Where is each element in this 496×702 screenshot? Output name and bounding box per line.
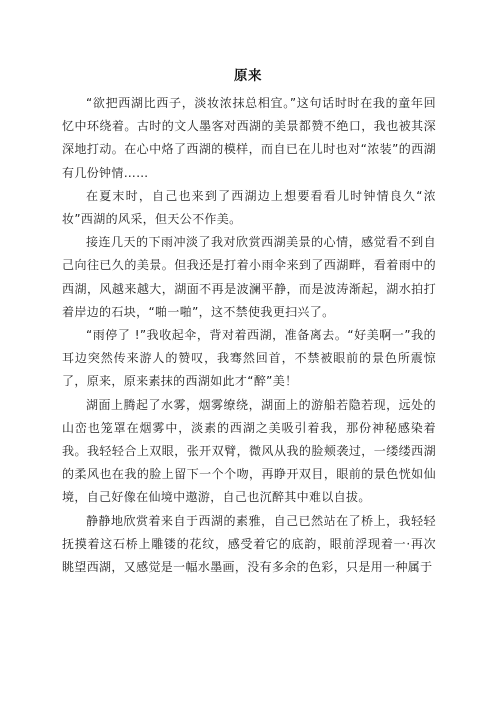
paragraph: 湖面上腾起了水雾，烟雾缭绕，湖面上的游船若隐若现，远处的山峦也笼罩在烟雾中，淡素的西湖之美吸引着我，那份神秘感染着我。我轻轻合上双眼，张开双臂，微风从我的脸颊袭过，一缕缕西湖的柔风也在我的脸上留下一个个吻，再睁开双目，眼前的景色恍如仙境，自己好像在仙境中遨游，自己也沉醉其中难以自拔。: [62, 397, 436, 505]
paragraph: 在夏末时，自己也来到了西湖边上想要看看儿时钟情良久“浓妆”西湖的风采，但天公不作美。: [62, 188, 436, 227]
paragraph: “雨停了 !”我收起伞，背对着西湖，准备离去。“好美啊一”我的耳边突然传来游人的赞叹，我骞然回首，不禁被眼前的景色所震惊了，原来，原来素抹的西湖如此才“醉”美！: [62, 328, 436, 389]
document-title: 原来: [234, 68, 262, 84]
document-body: [62, 92, 436, 579]
paragraph: “欲把西湖比西子，淡妆浓抹总相宜。”这句话时时在我的童年回忆中环绕着。古时的文人墨客对西湖的美景都赞不绝口，我也被其深深地打动。在心中烙了西湖的模样，而自已在儿时也对“浓装”的西湖有几份钟情……: [62, 96, 436, 180]
paragraph: 接连几天的下雨冲淡了我对欣赏西湖美景的心情，感觉看不到自己向往已久的美景。但我还是打着小雨伞来到了西湖畔，看着雨中的西湖，风越来越大，湖面不再是波澜平静，而是波涛渐起，湖水拍打着岸边的石块，“啪一啪”，这不禁使我更扫兴了。: [62, 235, 436, 319]
paragraph: 静静地欣赏着来自于西湖的素雅，自己已然站在了桥上，我轻轻抚摸着这石桥上雕镂的花纹，感受着它的底韵，眼前浮现着一·再次眺望西湖，又感觉是一幅水墨画，没有多余的色彩，只是用一种属于: [62, 513, 436, 575]
